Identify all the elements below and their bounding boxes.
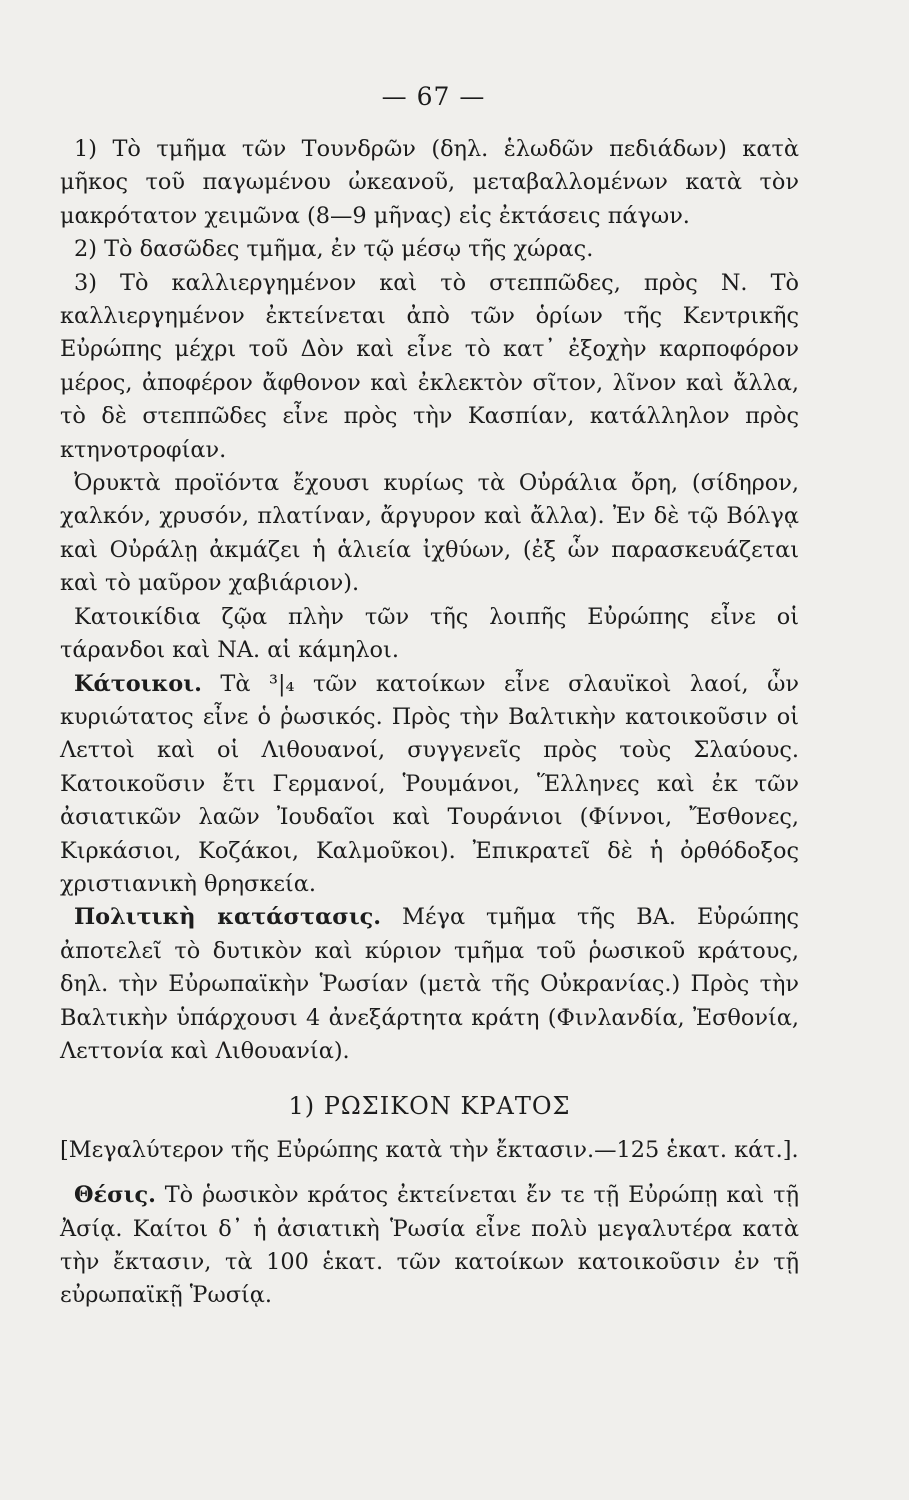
paragraph-inhabitants: [60, 668, 799, 902]
political-lead: Πολιτικὴ κατάστασις.: [74, 904, 382, 931]
paragraph-cultivated: 3) Τὸ καλλιεργημένον καὶ τὸ στεππῶδες, πρὸς Ν. Τὸ καλλιεργημένον ἐκτείνεται ἀπὸ τῶν ὁρίων τῆς Κεντρικῆς Εὐρώπης μέχρι τοῦ Δὸν καὶ εἶνε τὸ κατ᾽ ἐξοχὴν καρποφόρον μέρος, ἀποφέρον ἄφθονον καὶ ἐκλεκτὸν σῖτον, λῖνον καὶ ἄλλα, τὸ δὲ στεππῶδες εἶνε πρὸς τὴν Κασπίαν, κατάλληλον πρὸς κτηνοτροφίαν.: [60, 269, 799, 463]
political-text: Μέγα τμῆμα τῆς ΒΑ. Εὐρώπης ἀποτελεῖ τὸ δυτικὸν καὶ κύριον τμῆμα τοῦ ῥωσικοῦ κράτους, δηλ. τὴν Εὐρωπαϊκὴν Ῥωσίαν (μετὰ τῆς Οὐκρανίας.) Πρὸς τὴν Βαλτικὴν ὑπάρχουσι 4 ἀνεξάρτητα κράτη (Φινλανδία, Ἐσθονία, Λεττονία καὶ Λιθουανία).: [60, 904, 799, 1064]
inhabitants-lead: Κάτοικοι.: [74, 670, 202, 697]
paragraph-political: [60, 901, 799, 1068]
section-heading: 1) ΡΩΣΙΚΟΝ ΚΡΑΤΟΣ: [288, 1092, 571, 1121]
paragraph-animals: Κατοικίδια ζῷα πλὴν τῶν τῆς λοιπῆς Εὐρώπης εἶνε οἱ τάρανδοι καὶ ΝΑ. αἱ κάμηλοι.: [60, 603, 799, 664]
paragraph-minerals: Ὀρυκτὰ προϊόντα ἔχουσι κυρίως τὰ Οὐράλια ὄρη, (σίδηρον, χαλκόν, χρυσόν, πλατίναν, ἄργυρον καὶ ἄλλα). Ἐν δὲ τῷ Βόλγᾳ καὶ Οὐράλῃ ἀκμάζει ἡ ἁλιεία ἰχθύων, (ἐξ ὧν παρασκευάζεται καὶ τὸ μαῦρον χαβιάριον).: [60, 470, 799, 597]
position-lead: Θέσις.: [74, 1182, 156, 1209]
paragraph-tundra: 1) Τὸ τμῆμα τῶν Τουνδρῶν (δηλ. ἑλωδῶν πεδιάδων) κατὰ μῆκος τοῦ παγωμένου ὠκεανοῦ, μεταβαλλομένων κατὰ τὸν μακρότατον χειμῶνα (8—9 μῆνας) εἰς ἐκτάσεις πάγων.: [60, 136, 799, 229]
bracket-note: [Μεγαλύτερον τῆς Εὐρώπης κατὰ τὴν ἔκτασιν.—125 ἑκατ. κάτ.].: [60, 1136, 799, 1163]
page-body: [60, 133, 799, 1313]
paragraph-forest: 2) Τὸ δασῶδες τμῆμα, ἐν τῷ μέσῳ τῆς χώρας.: [74, 236, 594, 263]
paragraph-position: [60, 1179, 799, 1313]
inhabitants-text: Τὰ ³|₄ τῶν κατοίκων εἶνε σλαυϊκοὶ λαοί, ὧν κυριώτατος εἶνε ὁ ῥωσικός. Πρὸς τὴν Βαλτικὴν κατοικοῦσιν οἱ Λεττοὶ καὶ οἱ Λιθουανοί, συγγενεῖς πρὸς τοὺς Σλαύους. Κατοικοῦσιν ἔτι Γερμανοί, Ῥουμάνοι, Ἕλληνες καὶ ἐκ τῶν ἀσιατικῶν λαῶν Ἰουδαῖοι καὶ Τουράνιοι (Φίννοι, Ἔσθονες, Κιρκάσιοι, Κοζάκοι, Καλμοῦκοι). Ἐπικρατεῖ δὲ ἡ ὀρθόδοξος χριστιανικὴ θρησκεία.: [60, 670, 799, 897]
position-text: Τὸ ῥωσικὸν κράτος ἐκτείνεται ἔν τε τῇ Εὐρώπῃ καὶ τῇ Ἀσίᾳ. Καίτοι δ᾽ ἡ ἀσιατικὴ Ῥωσία εἶνε πολὺ μεγαλυτέρα κατὰ τὴν ἔκτασιν, τὰ 100 ἑκατ. τῶν κατοίκων κατοικοῦσιν ἐν τῇ εὐρωπαϊκῇ Ῥωσίᾳ.: [60, 1182, 799, 1309]
page-number: — 67 —: [381, 82, 486, 111]
